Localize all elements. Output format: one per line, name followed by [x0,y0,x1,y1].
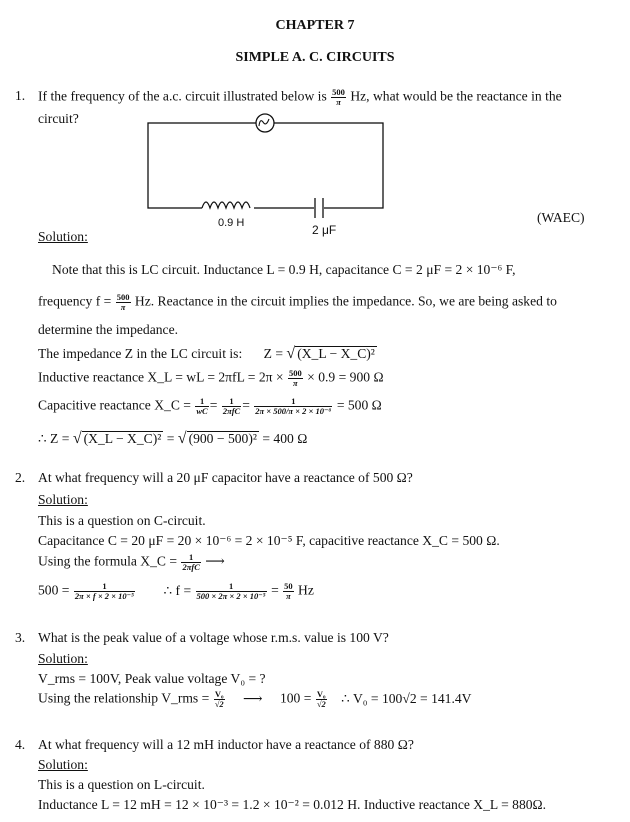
frac-num: V₀ [214,689,224,699]
q3-fraction-2 [316,690,327,709]
q1-frequency-fraction [331,88,346,107]
cap-fraction-2 [222,397,241,416]
frac-den: √2 [214,698,224,709]
frac-den: π [336,96,341,107]
q2-formula-fraction [181,553,200,572]
q1-impedance-radicand: (X_L − X_C)² [297,346,375,361]
q3-question: What is the peak value of a voltage whose r.m.s. value is 100 V? [38,630,389,645]
q2-question: At what frequency will a 20 μF capacitor have a reactance of 500 Ω? [38,470,413,485]
frac-num: 50 [284,581,293,591]
frac-den: 2πfC [182,561,200,572]
q2-eq-equals: = [271,582,279,598]
frac-num: 1 [254,397,332,407]
ac-source-icon [256,114,274,132]
frac-num: 1 [222,397,241,407]
q1-result-radicand-1: (X_L − X_C)² [83,431,162,446]
q1-frequency-fraction-2 [116,293,131,312]
q2-eq-fraction-1 [74,582,135,601]
frac-num: 500 [116,292,130,302]
q4-question: At what frequency will a 12 mH inductor have a reactance of 880 Ω? [38,737,414,752]
q1-result-z: ∴ Z = [38,431,70,446]
q1-text-a: If the frequency of the a.c. circuit illustrated below is [38,88,327,104]
q1-impedance-line [38,345,377,363]
q1-solution-label: Solution: [38,229,88,244]
cap-fraction-1 [195,397,208,416]
q1-capacitive-text-b: = 500 Ω [336,397,382,413]
q1-result-value: = 400 Ω [262,431,308,446]
q4-line2: Inductance L = 12 mH = 12 × 10⁻³ = 1.2 × 10⁻² = 0.012 H. Inductive reactance X_L = 880Ω. [38,797,547,812]
frac-num: V₀ [316,689,326,699]
q3-number: 3. [15,630,26,645]
q1-inductive-text-a: Inductive reactance X_L = wL = 2πfL = 2π × [38,369,284,385]
q2-line1: This is a question on C-circuit. [38,513,206,528]
q1-inductive-fraction [288,369,303,388]
frac-num: 500 [332,87,345,97]
frac-den: 2π × f × 2 × 10⁻⁵ [74,590,135,601]
q1-source: (WAEC) [537,210,585,225]
frac-den: 2π × 500/π × 2 × 10⁻⁶ [255,405,332,416]
q1-text-b: Hz, what would be the reactance in the [350,88,562,104]
q2-eq-lhs: 500 = [38,582,70,598]
q2-eq-unit: Hz [298,582,314,598]
q2-equation-line [38,582,314,601]
q1-note: Note that this is LC circuit. Inductance L = 0.9 H, capacitance C = 2 μF = 2 × 10⁻⁶ F, [52,262,516,277]
q1-frequency-text-b: Hz. Reactance in the circuit implies the impedance. So, we are being asked to [134,293,557,309]
q4-number: 4. [15,737,26,752]
q2-solution-label: Solution: [38,492,88,507]
q3-line1: V_rms = 100V, Peak value voltage V₀ = ? [38,671,266,686]
frac-num: 1 [74,582,135,592]
q2-line2: Capacitance C = 20 μF = 20 × 10⁻⁶ = 2 × 10⁻⁵ F, capacitive reactance X_C = 500 Ω. [38,533,500,548]
q1-frequency-text-a: frequency f = [38,293,112,309]
frac-den: √2 [316,698,326,709]
chapter-heading: CHAPTER 7 [275,18,355,33]
frac-num: 500 [288,368,302,378]
q1-capacitive-text-a: Capacitive reactance X_C = [38,397,191,413]
q1-question-line1 [38,88,562,107]
q2-number: 2. [15,470,26,485]
q3-fraction-1 [214,690,225,709]
sqrt-icon: √ [72,430,82,447]
q1-result-equals: = [166,431,175,446]
q2-formula-text: Using the formula X_C = [38,553,178,569]
q1-result-line [38,430,307,448]
circuit-diagram [140,108,400,240]
q1-impedance-label: The impedance Z in the LC circuit is: [38,346,243,361]
frac-num: 1 [196,582,267,592]
q2-eq-fraction-2 [196,582,267,601]
q3-line2 [38,690,471,709]
q2-eq-fraction-3 [283,582,294,601]
capacitor-label: 2 μF [312,223,337,237]
q3-result: ∴ V₀ = 100√2 = 141.4V [341,690,472,706]
frac-den: π [120,301,126,312]
q1-determine: determine the impedance. [38,322,179,337]
q1-inductive-text-b: × 0.9 = 900 Ω [307,369,384,385]
sqrt-icon: √ [177,430,187,447]
sqrt-icon: √ [286,345,296,362]
frac-num: 1 [195,397,208,407]
frac-num: 1 [181,553,200,563]
q4-solution-label: Solution: [38,757,88,772]
q1-frequency-line [38,293,557,312]
inductor-label: 0.9 H [218,217,245,229]
q1-capacitive-line: Capacitive reactance X_C = $\frac{1}{wC}$ = $\frac{1}{\text{2πfC}}$ = $\frac{1}{\text{2π × 500/π × 2 × 10⁻⁶}}$ = 500 Ω [38,396,382,416]
frac-den: π [293,377,298,388]
frac-den: π [286,590,291,601]
cap-fraction-3 [254,397,332,416]
arrow-right-icon: ⟶ [243,690,263,706]
q2-eq-therefore: ∴ f = [163,582,192,598]
q1-number: 1. [15,88,26,103]
q1-impedance-z: Z = [263,346,283,361]
chapter-title: SIMPLE A. C. CIRCUITS [235,50,395,65]
q1-inductive-line [38,369,384,388]
q3-relationship-text: Using the relationship V_rms = [38,690,210,706]
arrow-right-icon: ⟶ [205,553,225,569]
frac-den: 500 × 2π × 2 × 10⁻⁵ [196,590,266,601]
q4-line1: This is a question on L-circuit. [38,777,205,792]
q1-question-line2: circuit? [38,111,79,126]
q3-solution-label: Solution: [38,651,88,666]
q2-line3 [38,553,225,572]
q1-result-radicand-2: (900 − 500)² [188,431,257,446]
frac-den: wC [196,405,208,416]
frac-den: 2πfC [222,405,241,416]
q3-eq-lhs: 100 = [279,690,312,706]
